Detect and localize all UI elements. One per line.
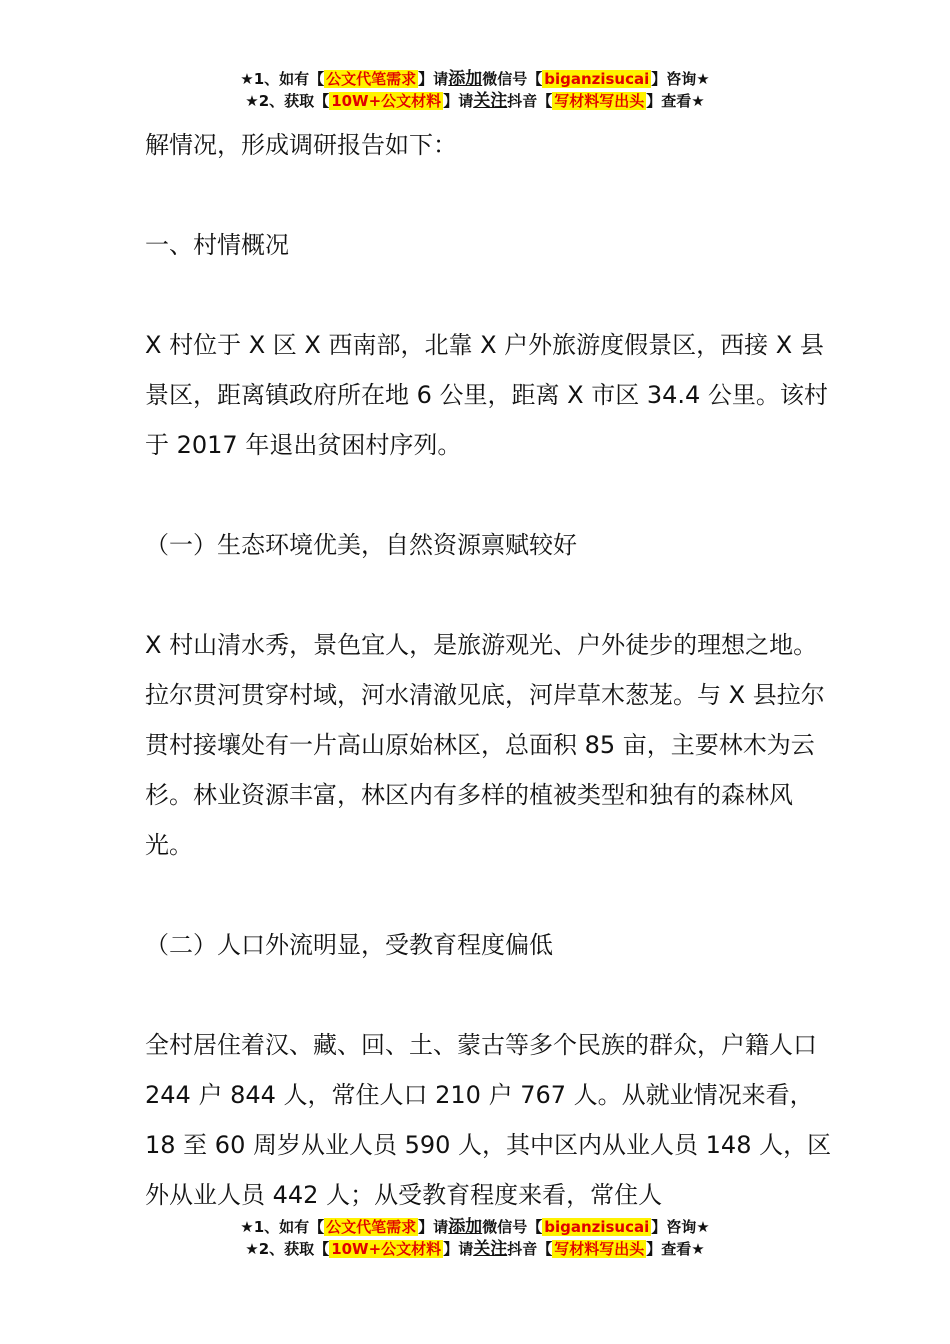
highlight-service: 公文代笔需求 <box>326 70 417 88</box>
paragraph: 全村居住着汉、藏、回、土、蒙古等多个民族的群众，户籍人口 244 户 844 人，常住人口 210 户 767 人。从就业情况来看，18 至 60 周岁从业人员 590 人，其中区内从业人员 148 人，区外从业人员 442 人；从受教育程度来看，常住人 <box>145 1031 832 1209</box>
highlight-materials: 10W+公文材料 <box>331 92 442 110</box>
paragraph: X 村山清水秀，景色宜人，是旅游观光、户外徒步的理想之地。拉尔贯河贯穿村域，河水清澈见底，河岸草木葱茏。与 X 县拉尔贯村接壤处有一片高山原始林区，总面积 85 亩，主要林木为云杉。林业资源丰富，林区内有多样的植被类型和独有的森林风光。 <box>145 631 825 859</box>
highlight-materials: 10W+公文材料 <box>331 1240 442 1258</box>
highlight-douyin-account: 写材料写出头 <box>554 92 645 110</box>
banner-line-2: ★2、获取【 10W+公文材料 】请关注抖音【 写材料写出头 】查看★ <box>245 91 705 111</box>
banner-line-1: ★1、如有【 公文代笔需求 】请添加微信号【 biganzisucai 】咨询★ <box>240 1217 710 1237</box>
highlight-wechat-id: biganzisucai <box>544 70 650 88</box>
banner-line-1: ★1、如有【 公文代笔需求 】请添加微信号【 biganzisucai 】咨询★ <box>240 69 710 89</box>
banner-line-2: ★2、获取【 10W+公文材料 】请关注抖音【 写材料写出头 】查看★ <box>245 1239 705 1259</box>
intro-tail: 解情况，形成调研报告如下： <box>145 131 457 159</box>
subsection-heading: （一）生态环境优美，自然资源禀赋较好 <box>145 531 577 559</box>
highlight-service: 公文代笔需求 <box>326 1218 417 1236</box>
paragraph: X 村位于 X 区 X 西南部，北靠 X 户外旅游度假景区，西接 X 县景区，距离镇政府所在地 6 公里，距离 X 市区 34.4 公里。该村于 2017 年退出贫困村序列。 <box>145 331 828 459</box>
section-heading: 一、村情概况 <box>145 231 289 259</box>
header-banner <box>0 68 950 112</box>
highlight-douyin-account: 写材料写出头 <box>554 1240 645 1258</box>
footer-banner <box>0 1216 950 1260</box>
subsection-heading: （二）人口外流明显，受教育程度偏低 <box>145 931 553 959</box>
document-body <box>145 120 835 1220</box>
highlight-wechat-id: biganzisucai <box>544 1218 650 1236</box>
